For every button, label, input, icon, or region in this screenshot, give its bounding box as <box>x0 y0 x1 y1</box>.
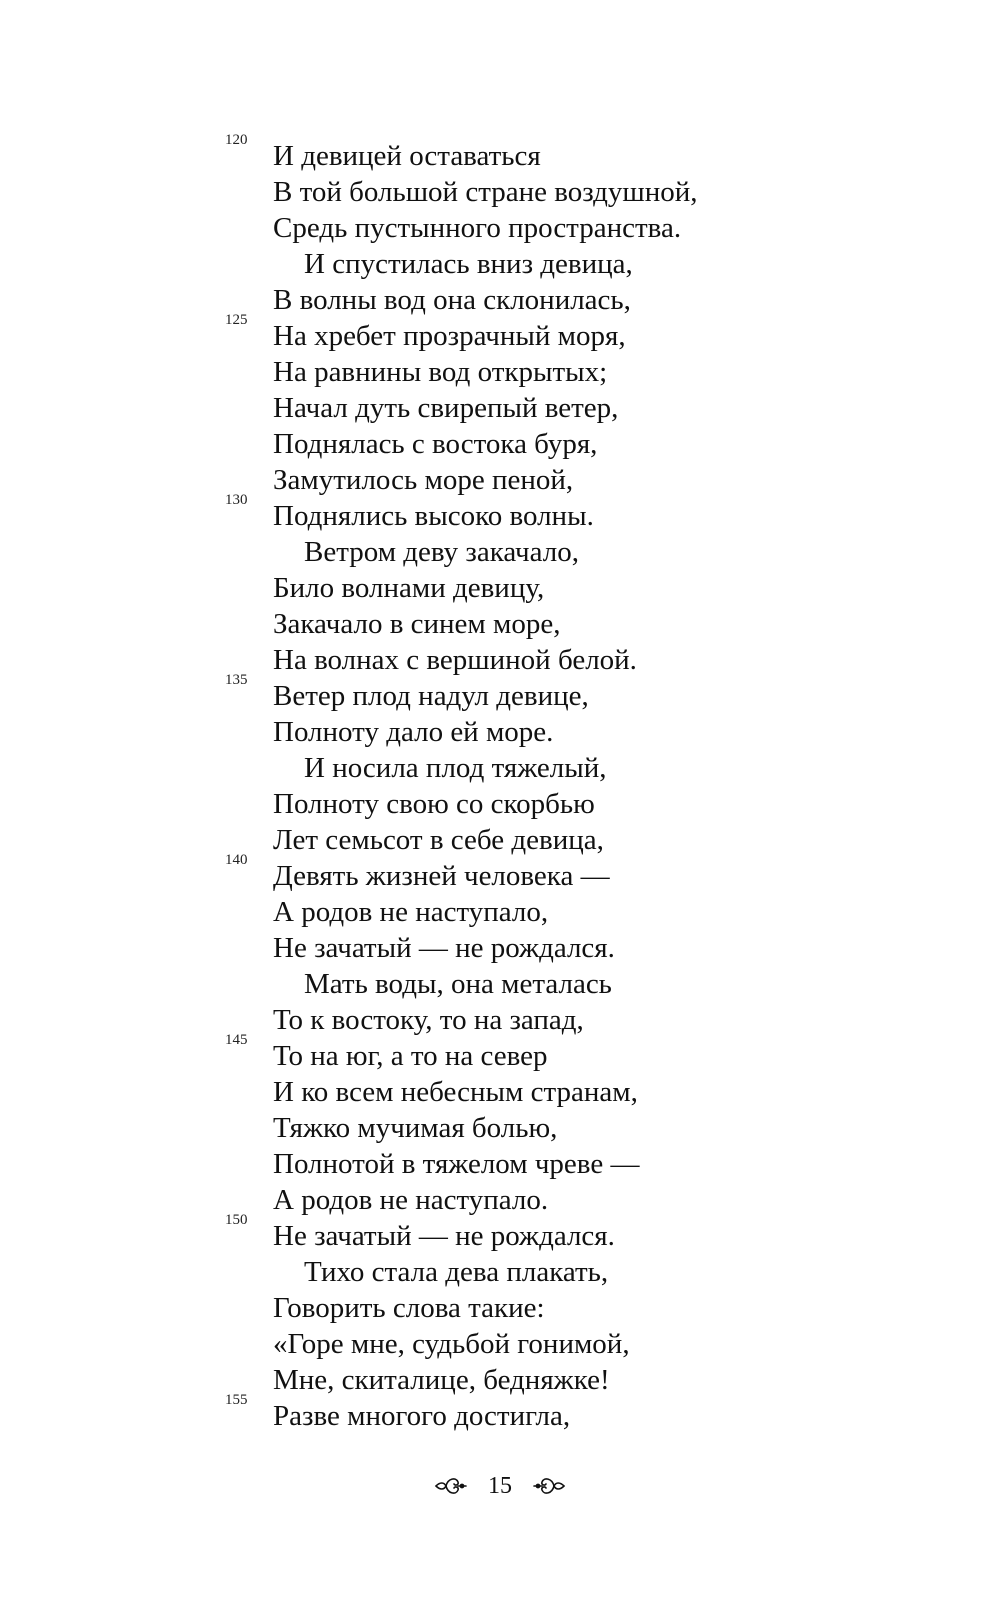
poem-line-text: Девять жизней человека — <box>273 860 610 892</box>
poem-line-text: И ко всем небесным странам, <box>273 1076 638 1108</box>
floral-ornament-right-icon <box>532 1473 566 1499</box>
poem-line <box>0 534 1000 570</box>
poem-line <box>0 930 1000 966</box>
poem-line <box>0 1146 1000 1182</box>
poem-line-text: Закачало в синем море, <box>273 608 561 640</box>
poem-line <box>0 966 1000 1002</box>
poem-line <box>0 1032 1000 1074</box>
poem-line-text: Лет семьсот в себе девица, <box>273 824 604 856</box>
poem-text <box>0 132 1000 1434</box>
poem-line-text: Мать воды, она металась <box>304 968 612 1000</box>
poem-line-text: Поднялись высоко волны. <box>273 500 594 532</box>
poem-line-text: Тихо стала дева плакать, <box>304 1256 609 1288</box>
poem-line-text: Полнотой в тяжелом чреве — <box>273 1148 640 1180</box>
poem-line-text: На равнины вод открытых; <box>273 356 608 388</box>
poem-line <box>0 312 1000 354</box>
poem-line <box>0 1182 1000 1218</box>
poem-line <box>0 1362 1000 1398</box>
poem-line <box>0 1212 1000 1254</box>
line-number: 150 <box>225 1212 248 1228</box>
line-number: 135 <box>225 672 248 688</box>
poem-line-text: В той большой стране воздушной, <box>273 176 698 208</box>
poem-line-text: И носила плод тяжелый, <box>304 752 607 784</box>
poem-line <box>0 492 1000 534</box>
poem-line <box>0 132 1000 174</box>
poem-line-text: И девицей оставаться <box>273 140 541 172</box>
line-number: 125 <box>225 312 248 328</box>
line-number: 140 <box>225 852 248 868</box>
poem-line-text: На волнах с вершиной белой. <box>273 644 637 676</box>
line-number: 120 <box>225 132 248 148</box>
poem-line <box>0 714 1000 750</box>
poem-line-text: Средь пустынного пространства. <box>273 212 682 244</box>
poem-line <box>0 1002 1000 1038</box>
poem-line <box>0 606 1000 642</box>
poem-line <box>0 462 1000 498</box>
poem-line <box>0 570 1000 606</box>
poem-line-text: И спустилась вниз девица, <box>304 248 633 280</box>
poem-line-text: Ветер плод надул девице, <box>273 680 589 712</box>
poem-line-text: То на юг, а то на север <box>273 1040 548 1072</box>
poem-line-text: На хребет прозрачный моря, <box>273 320 626 352</box>
poem-line-text: А родов не наступало, <box>273 896 549 928</box>
poem-line <box>0 750 1000 786</box>
poem-line-text: В волны вод она склонилась, <box>273 284 631 316</box>
poem-line <box>0 1326 1000 1362</box>
poem-line-text: Замутилось море пеной, <box>273 464 574 496</box>
poem-line <box>0 354 1000 390</box>
poem-line <box>0 894 1000 930</box>
poem-line-text: А родов не наступало. <box>273 1184 549 1216</box>
poem-line-text: Разве многого достигла, <box>273 1400 571 1432</box>
line-number: 145 <box>225 1032 248 1048</box>
poem-line-text: «Горе мне, судьбой гонимой, <box>273 1328 630 1360</box>
poem-line <box>0 852 1000 894</box>
poem-line <box>0 672 1000 714</box>
poem-line <box>0 1290 1000 1326</box>
line-number: 155 <box>225 1392 248 1408</box>
poem-line <box>0 390 1000 426</box>
poem-line-text: Не зачатый — не рождался. <box>273 932 615 964</box>
poem-line-text: Мне, скиталице, бедняжке! <box>273 1364 610 1396</box>
poem-line-text: Ветром деву закачало, <box>304 536 579 568</box>
poem-line <box>0 786 1000 822</box>
line-number: 130 <box>225 492 248 508</box>
poem-line <box>0 1110 1000 1146</box>
page-footer <box>0 1466 1000 1506</box>
poem-line-text: Полноту дало ей море. <box>273 716 554 748</box>
poem-line-text: Говорить слова такие: <box>273 1292 545 1324</box>
poem-line-text: Не зачатый — не рождался. <box>273 1220 615 1252</box>
poem-line-text: То к востоку, то на запад, <box>273 1004 584 1036</box>
poem-line <box>0 174 1000 210</box>
poem-line-text: Поднялась с востока буря, <box>273 428 598 460</box>
poem-line-text: Тяжко мучимая болью, <box>273 1112 558 1144</box>
poem-line-text: Било волнами девицу, <box>273 572 545 604</box>
page-number: 15 <box>488 1473 512 1499</box>
poem-line <box>0 210 1000 246</box>
poem-line <box>0 642 1000 678</box>
poem-line <box>0 426 1000 462</box>
poem-line <box>0 1392 1000 1434</box>
poem-line <box>0 1074 1000 1110</box>
poem-line <box>0 282 1000 318</box>
poem-line <box>0 822 1000 858</box>
floral-ornament-left-icon <box>434 1473 468 1499</box>
poem-line-text: Полноту свою со скорбью <box>273 788 595 820</box>
poem-line-text: Начал дуть свирепый ветер, <box>273 392 619 424</box>
poem-line <box>0 246 1000 282</box>
poem-line <box>0 1254 1000 1290</box>
